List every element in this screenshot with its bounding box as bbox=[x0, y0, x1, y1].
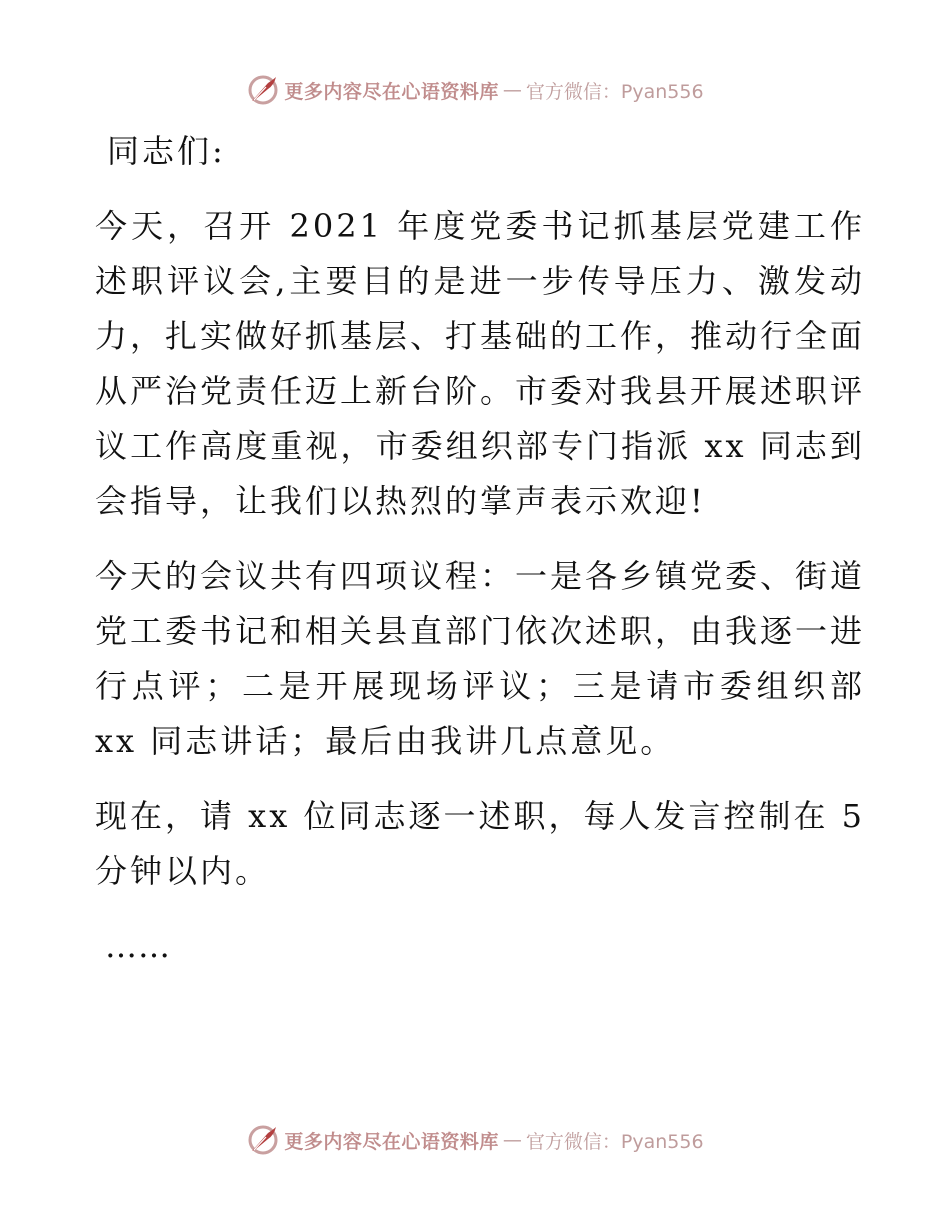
watermark-dash: — bbox=[502, 79, 522, 101]
feather-logo-icon bbox=[246, 73, 280, 107]
feather-logo-icon bbox=[246, 1123, 280, 1157]
paragraph-instructions: 现在，请 xx 位同志逐一述职，每人发言控制在 5 分钟以内。 bbox=[95, 797, 865, 890]
salutation: 同志们: bbox=[107, 132, 226, 170]
watermark-dash: — bbox=[502, 1129, 522, 1151]
document-body bbox=[95, 124, 865, 974]
watermark-subtitle: 官方微信：Pyan556 bbox=[525, 1130, 704, 1153]
watermark-header bbox=[0, 70, 950, 110]
ellipsis: …… bbox=[105, 927, 171, 965]
watermark-title: 更多内容尽在心语资料库 bbox=[284, 80, 499, 103]
paragraph-opening: 今天，召开 2021 年度党委书记抓基层党建工作述职评议会,主要目的是进一步传导压力、激发动力，扎实做好抓基层、打基础的工作，推动行全面从严治党责任迈上新台阶。市委对我县开展述职评议工作高度重视，市委组织部专门指派 xx 同志到会指导，让我们以热烈的掌声表示欢迎! bbox=[95, 207, 866, 520]
watermark-footer bbox=[0, 1120, 950, 1160]
paragraph-agenda: 今天的会议共有四项议程：一是各乡镇党委、街道党工委书记和相关县直部门依次述职，由我逐一进行点评；二是开展现场评议；三是请市委组织部 xx 同志讲话；最后由我讲几点意见。 bbox=[95, 557, 866, 760]
watermark-title: 更多内容尽在心语资料库 bbox=[284, 1130, 499, 1153]
watermark-subtitle: 官方微信：Pyan556 bbox=[525, 80, 704, 103]
